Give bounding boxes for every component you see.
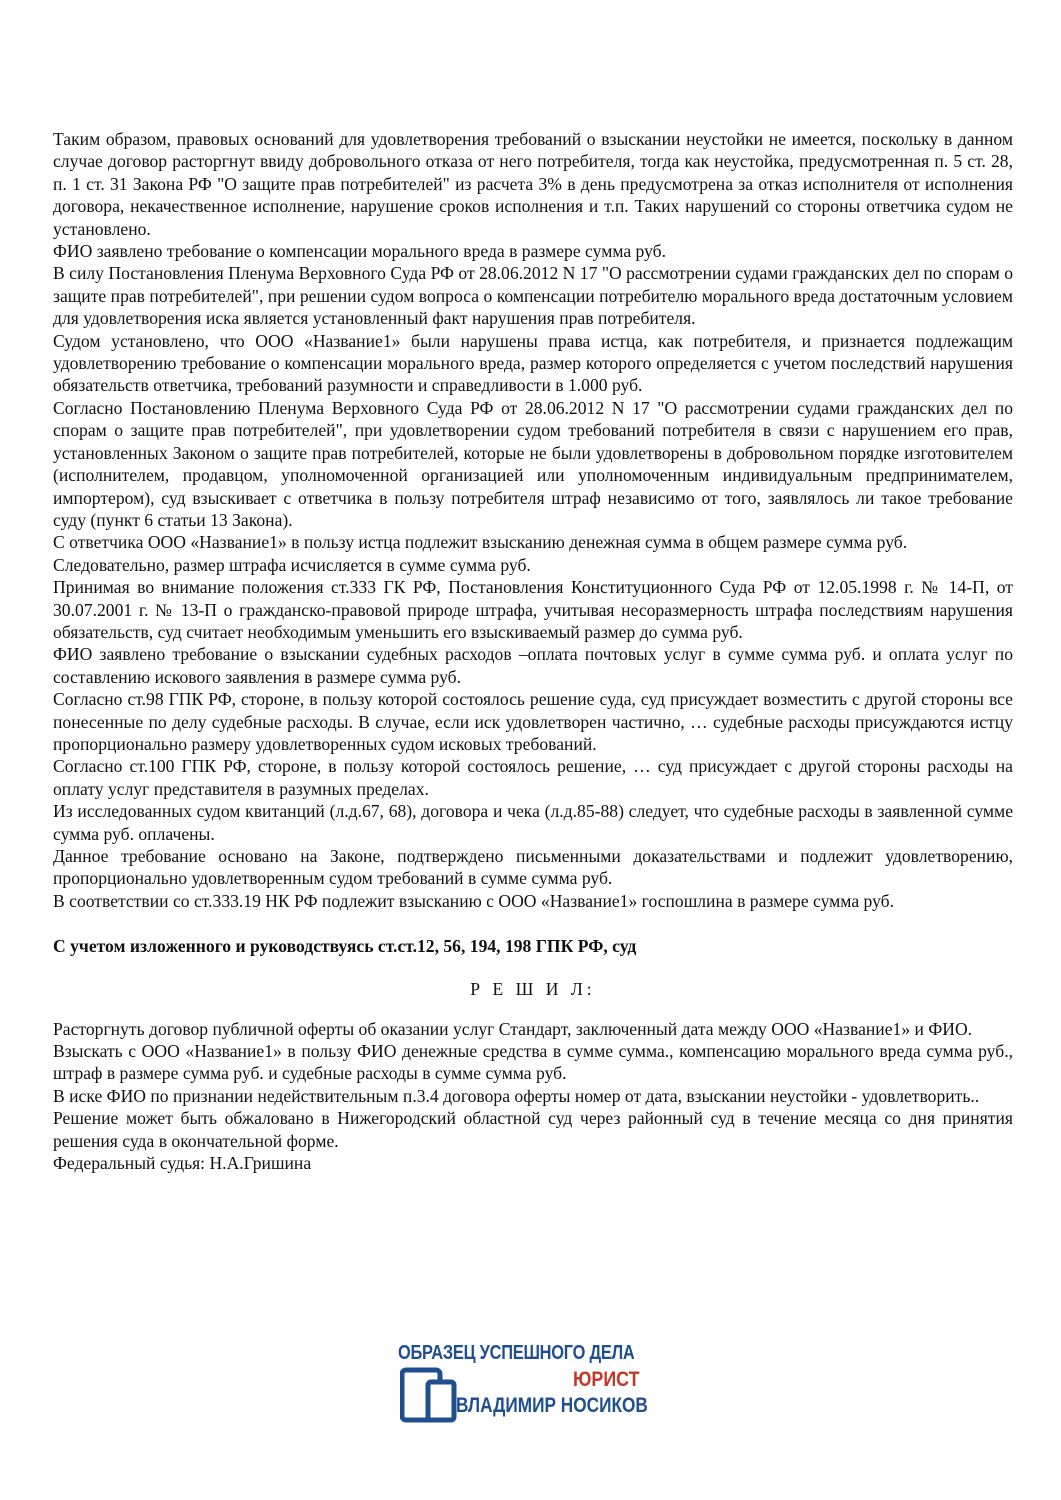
paragraph: В соответствии со ст.333.19 НК РФ подлежит взысканию с ООО «Название1» госпошлина в размере сумма руб. (53, 890, 895, 911)
judge-signature: Федеральный судья: Н.А.Гришина (53, 1153, 312, 1174)
logo-name: ВЛАДИМИР НОСИКОВ (456, 1394, 648, 1417)
paragraph: Согласно ст.98 ГПК РФ, стороне, в пользу которой состоялось решение суда, суд присуждает возместить с другой стороны все понесенные по делу судебные расходы. В случае, если иск удовлетворен частично, … судебные расходы присуждаются истцу пропорционально размеру удовлетворенных судом исковых требований. (53, 689, 1013, 754)
decision-paragraph: Расторгнуть договор публичной оферты об оказании услуг Стандарт, заключенный дата между ООО «Название1» и ФИО. (53, 1018, 973, 1039)
paragraph: ФИО заявлено требование о компенсации морального вреда в размере сумма руб. (53, 241, 667, 262)
reasoning-section (53, 128, 1013, 912)
paragraph: ФИО заявлено требование о взыскании судебных расходов –оплата почтовых услуг в сумме сумма руб. и оплата услуг по составлению искового заявления в размере сумма руб. (53, 644, 1013, 687)
watermark-logo (398, 1342, 660, 1424)
paragraph: Следовательно, размер штрафа исчисляется в сумме сумма руб. (53, 554, 531, 575)
decision-paragraph: Взыскать с ООО «Название1» в пользу ФИО денежные средства в сумме сумма., компенсацию морального вреда сумма руб., штраф в размере сумма руб. и судебные расходы в сумме сумма руб. (53, 1041, 1013, 1084)
paragraph: В силу Постановления Пленума Верховного Суда РФ от 28.06.2012 N 17 "О рассмотрении судами гражданских дел по спорам о защите прав потребителей", при решении судом вопроса о компенсации потребителю морального вреда достаточным условием для удовлетворения иска является установленный факт нарушения прав потребителя. (53, 263, 1013, 329)
paragraph: Данное требование основано на Законе, подтверждено письменными доказательствами и подлежит удовлетворению, пропорционально удовлетворенным судом требований в сумме сумма руб. (53, 846, 1013, 889)
paragraph: Из исследованных судом квитанций (л.д.67, 68), договора и чека (л.д.85-88) следует, что судебные расходы в заявленной сумме сумма руб. оплачены. (53, 801, 1013, 844)
decision-section (53, 1018, 1013, 1175)
decision-heading: Р Е Ш И Л: (470, 978, 596, 999)
paragraph: С ответчика ООО «Название1» в пользу истца подлежит взысканию денежная сумма в общем размере сумма руб. (53, 532, 908, 553)
decision-paragraph: В иске ФИО по признании недействительным п.3.4 договора оферты номер от дата, взыскании неустойки - удовлетворить.. (53, 1085, 980, 1106)
paragraph: Судом установлено, что ООО «Название1» были нарушены права истца, как потребителя, и признается подлежащим удовлетворению требование о компенсации морального вреда, размер которого определяется с учетом последствий нарушения обязательств ответчика, требований разумности и справедливости в 1.000 руб. (53, 330, 1013, 396)
document-icon (400, 1366, 458, 1424)
document-body (53, 128, 1013, 1174)
logo-role: ЮРИСТ (573, 1368, 640, 1391)
lead-statement: С учетом изложенного и руководствуясь ст.ст.12, 56, 194, 198 ГПК РФ, суд (53, 936, 637, 957)
paragraph: Согласно ст.100 ГПК РФ, стороне, в пользу которой состоялось решение, … суд присуждает с другой стороны расходы на оплату услуг представителя в разумных пределах. (53, 756, 1013, 799)
decision-paragraph: Решение может быть обжаловано в Нижегородский областной суд через районный суд в течение месяца со дня принятия решения суда в окончательной форме. (53, 1108, 1013, 1151)
paragraph: Принимая во внимание положения ст.333 ГК РФ, Постановления Конституционного Суда РФ от 12.05.1998 г. № 14-П, от 30.07.2001 г. № 13-П о гражданско-правовой природе штрафа, учитывая несоразмерность штрафа последствиям нарушения обязательств, суд считает необходимым уменьшить его взыскиваемый размер до сумма руб. (53, 577, 1013, 642)
paragraph: Таким образом, правовых оснований для удовлетворения требований о взыскании неустойки не имеется, поскольку в данном случае договор расторгнут ввиду добровольного отказа от него потребителя, тогда как неустойка, предусмотренная п. 5 ст. 28, п. 1 ст. 31 Закона РФ "О защите прав потребителей" из расчета 3% в день предусмотрена за отказ исполнителя от исполнения договора, некачественное исполнение, нарушение сроков исполнения и т.п. Таких нарушений со стороны ответчика судом не установлено. (53, 129, 1013, 239)
paragraph: Согласно Постановлению Пленума Верховного Суда РФ от 28.06.2012 N 17 "О рассмотрении судами гражданских дел по спорам о защите прав потребителей", при удовлетворении судом требований потребителя в связи с нарушением его прав, установленных Законом о защите прав потребителей, которые не были удовлетворены в добровольном порядке изготовителем (исполнителем, продавцом, уполномоченной организацией или уполномоченным индивидуальным предпринимателем, импортером), суд взыскивает с ответчика в пользу потребителя штраф независимо от того, заявлялось ли такое требование суду (пункт 6 статьи 13 Закона). (53, 397, 1013, 530)
logo-title: ОБРАЗЕЦ УСПЕШНОГО ДЕЛА (398, 1342, 635, 1364)
